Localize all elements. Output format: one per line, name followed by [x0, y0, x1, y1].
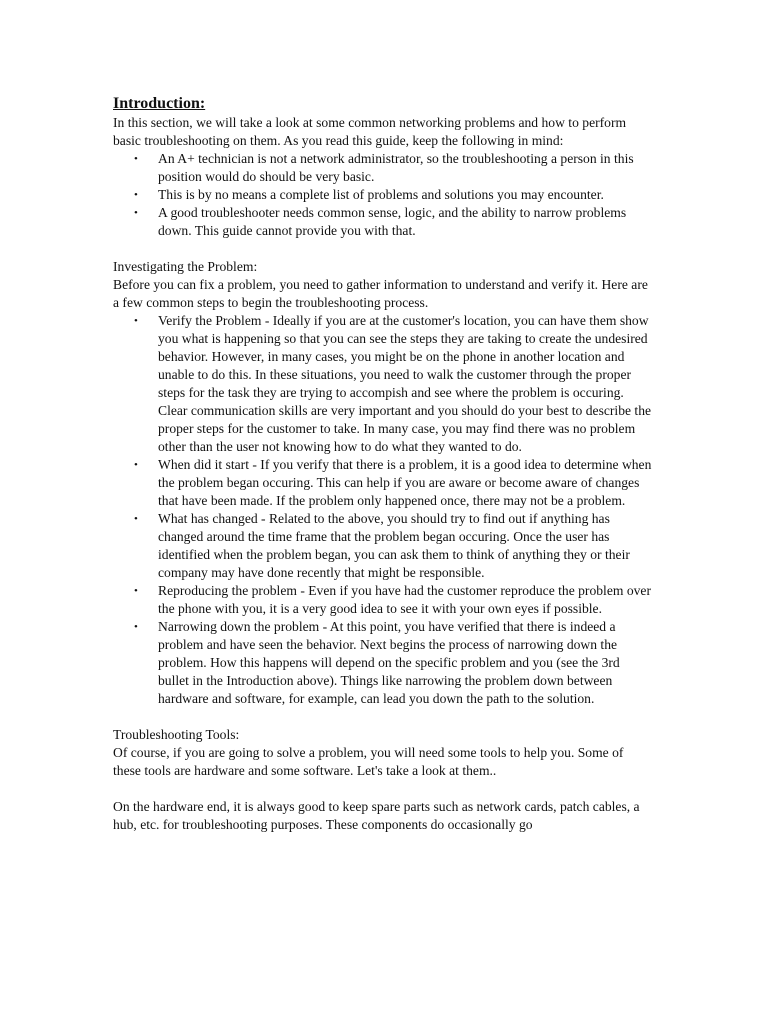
- bullet-icon: •: [134, 153, 138, 165]
- tools-paragraph-2: On the hardware end, it is always good to keep spare parts such as network cards, patch cables, a hub, etc. for troubleshooting purposes. These components do occasionally go: [113, 799, 640, 832]
- investigating-heading: Investigating the Problem:: [113, 259, 258, 274]
- list-item: [134, 618, 653, 708]
- list-item: [134, 510, 653, 582]
- investigating-paragraph: Before you can fix a problem, you need to gather information to understand and verify it. Here are a few common steps to begin the troubleshooting process.: [113, 277, 648, 310]
- list-item-text: This is by no means a complete list of problems and solutions you may encounter.: [158, 187, 604, 202]
- list-item: [134, 582, 653, 618]
- list-item-text: Reproducing the problem - Even if you have had the customer reproduce the problem over the phone with you, it is a very good idea to see it with your own eyes if possible.: [158, 583, 651, 616]
- list-item: [134, 312, 653, 456]
- list-item-text: An A+ technician is not a network administrator, so the troubleshooting a person in this position would do should be very basic.: [158, 151, 634, 184]
- intro-heading: Introduction:: [113, 95, 206, 112]
- bullet-icon: •: [134, 585, 138, 597]
- bullet-icon: •: [134, 207, 138, 219]
- document-page: [113, 94, 653, 834]
- investigating-bullet-list: [113, 312, 653, 708]
- list-item-text: A good troubleshooter needs common sense, logic, and the ability to narrow problems down. This guide cannot provide you with that.: [158, 205, 627, 238]
- spacer: [113, 240, 653, 258]
- intro-bullet-list: [113, 150, 653, 240]
- tools-paragraph: Of course, if you are going to solve a problem, you will need some tools to help you. Some of these tools are hardware and some software. Let's take a look at them..: [113, 745, 624, 778]
- bullet-icon: •: [134, 459, 138, 471]
- tools-heading: Troubleshooting Tools:: [113, 727, 240, 742]
- list-item-text: Verify the Problem - Ideally if you are at the customer's location, you can have them show you what is happening so that you can see the steps they are taking to create the undesired behavior. However, in many cases, you might be on the phone in another location and unable to do this. In these situations, you need to walk the customer through the proper steps for the task they are trying to accompish and see where the problem is occuring. Clear communication skills are very important and you should do your best to describe the proper steps for the customer to take. In many case, you may find there was no problem other than the user not knowing how to do what they wanted to do.: [158, 313, 652, 454]
- list-item: [134, 150, 653, 186]
- spacer: [113, 780, 653, 798]
- intro-paragraph: In this section, we will take a look at some common networking problems and how to perform basic troubleshooting on them. As you read this guide, keep the following in mind:: [113, 115, 627, 148]
- list-item-text: What has changed - Related to the above, you should try to find out if anything has changed around the time frame that the problem began occuring. Once the user has identified when the problem began, you can ask them to think of anything they or their company may have done recently that might be responsible.: [158, 511, 630, 580]
- list-item-text: When did it start - If you verify that there is a problem, it is a good idea to determine when the problem began occuring. This can help if you are aware or become aware of changes that have been made. If the problem only happened once, there may not be a problem.: [158, 457, 652, 508]
- bullet-icon: •: [134, 189, 138, 201]
- list-item: [134, 186, 653, 204]
- spacer: [113, 708, 653, 726]
- bullet-icon: •: [134, 513, 138, 525]
- list-item: [134, 456, 653, 510]
- bullet-icon: •: [134, 315, 138, 327]
- list-item: [134, 204, 653, 240]
- bullet-icon: •: [134, 621, 138, 633]
- list-item-text: Narrowing down the problem - At this point, you have verified that there is indeed a problem and have seen the behavior. Next begins the process of narrowing down the problem. How this happens will depend on the specific problem and you (see the 3rd bullet in the Introduction above). Things like narrowing the problem down between hardware and software, for example, can lead you down the path to the solution.: [158, 619, 620, 706]
